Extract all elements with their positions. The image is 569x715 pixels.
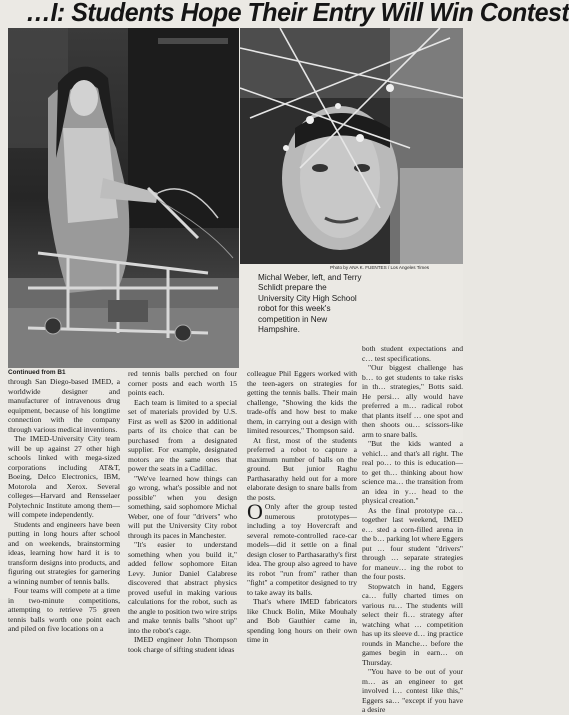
headline: …I: Students Hope Their Entry Will Win Contest [26, 0, 569, 27]
photo-student-with-wires-image [240, 28, 463, 264]
photo-student-with-robot-image [8, 28, 239, 368]
paragraph: colleague Phil Eggers worked with the teen-agers on strategies for getting the tennis balls. Their main challenge, "Showing the kids the trade-offs and how best to make them, in carrying out a design with limited resources," Thompson said. [247, 369, 357, 435]
paragraph: through San Diego-based IMED, a worldwide designer and manufacturer of intravenous drug equipment, because of his longtime connection with the company through various medical inventions. [8, 377, 120, 434]
article-column-4 [362, 344, 463, 715]
article-column-3 [247, 369, 357, 645]
paragraph: Only after the group tested numerous prototypes—including a toy Hovercraft and several remote-controlled race-car models—did it settle on a final design closer to Parthasarathy's first idea. The group also agreed to have its robot "run from" rather than "fight" a competitor designed to try to take away its balls. [247, 502, 357, 597]
paragraph: "You have to be out of your m… as an engineer to get involved i… contest like this," Eggers sa… "except if you have a desire [362, 667, 463, 714]
paragraph: As the final prototype ca… together last weekend, IMED e… sted a corn-filled arena in the b… parking lot where Eggers put … four student "drivers" through … separate strategies for maneuv… ing the robot to the four posts. [362, 505, 464, 581]
paragraph: "Our biggest challenge has b… to get students to take risks in th… strategies," Botts said. He persi… ally would have preferred a m… radical robot that plants itself … one spot and then shoots ou… scissors-like arm to snare balls. [362, 363, 463, 439]
paragraph: The IMED-University City team will be up against 27 other high schools linked with mega-sized corporations including AT&T, Boeing, Delco Electronics, IBM, Motorola and Xerox. Several colleges—Harvard and Rensselaer Polytechnic Institute among them—will compete independently. [8, 434, 120, 519]
paragraph: red tennis balls perched on four corner posts and each worth 15 points each. [128, 369, 237, 397]
paragraph: IMED engineer John Thompson took charge of sifting student ideas [128, 635, 237, 654]
paragraph: Four teams will compete at a time in two-minute competitions, attempting to retrieve 75 green tennis balls worth one point each and piled on five locations on a [8, 586, 120, 633]
paragraph-dropcap [247, 499, 357, 597]
photo-credit: Photo by ANA K. FUENTES / Los Angeles Times [330, 265, 430, 270]
paragraph: Each team is limited to a special set of materials provided by U.S. First as well as $200 in additional parts of its choice that can be purchased from a designated supplier. For example, designated motors are the same ones that power the seats in a Cadillac. [128, 397, 237, 473]
paragraph: Students and engineers have been putting in long hours after school and on weekends, brainstorming ideas, learning how hard it is to transform designs into products, and figuring out strategies for garnering a winning number of tennis balls. [8, 519, 120, 586]
paragraph: "It's easier to understand something when you build it," added fellow sophomore Eitan Levy. Junior Daniel Calabrese discovered that abstract physics proved useful in making various calculations for the robot, such as the angle to position two wire strips and make tennis balls "shoot up" into the robot's cage. [128, 540, 237, 635]
photo-caption: Michal Weber, left, and Terry Schlidt prepare the University City High School robot for this week's competition in New Hampshire. [258, 273, 362, 335]
photo-student-with-robot [8, 28, 239, 368]
dropcap: O [247, 499, 263, 524]
continued-from-line: Continued from B1 [8, 369, 66, 376]
article-column-1 [8, 369, 120, 634]
paragraph: Stopwatch in hand, Eggers ca… fully charted times on various ru… The students will select their fi… strategy after watching what … competition has up its sleeve d… ing practice rounds in Manche… before the games begin in earn… on Thursday. [362, 581, 463, 667]
paragraph: That's where IMED fabricators like Chuck Bolin, Mike Mouhaly and Bob Gauthier came in, spending long hours on their own time in [247, 597, 357, 644]
paragraph: "But the kids wanted a vehicl… and that's all right. The real po… to this is education—to get th… thinking about how science ma… the transition from an idea in y… head to the physical creation." [362, 439, 463, 505]
paragraph: At first, most of the students preferred a robot to capture a maximum number of balls on the ground. But junior Raghu Parthasarathy held out for a more elaborate design to snare balls from the posts. [247, 435, 357, 502]
paragraph: both student expectations and c… test specifications. [362, 344, 463, 363]
paragraph: "We've learned how things can go wrong, what's possible and not possible" when you design something, said sophomore Michal Weber, one of four "drivers" who will put the University City robot through its paces in Manchester. [128, 473, 237, 540]
article-column-2 [128, 369, 237, 654]
photo-student-with-wires [240, 28, 463, 264]
